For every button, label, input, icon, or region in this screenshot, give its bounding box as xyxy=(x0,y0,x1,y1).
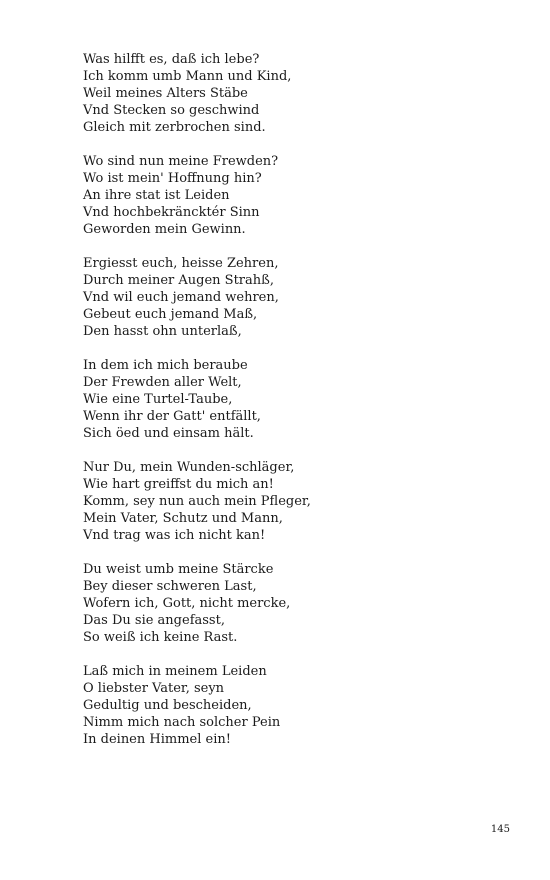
poem-line: Ergiesst euch, heisse Zehren, xyxy=(83,256,279,271)
poem-line: Weil meines Alters Stäbe xyxy=(83,86,248,101)
stanza-3 xyxy=(83,255,523,340)
poem-line: An ihre stat ist Leiden xyxy=(83,188,230,203)
poem-line: Wenn ihr der Gatt' entfällt, xyxy=(83,409,261,424)
page-number: 145 xyxy=(490,824,510,835)
poem-line: Der Frewden aller Welt, xyxy=(83,375,242,390)
poem-line: Vnd wil euch jemand wehren, xyxy=(83,290,279,305)
stanza-4 xyxy=(83,357,523,442)
poem-line: Das Du sie angefasst, xyxy=(83,613,225,628)
poem-line: Nimm mich nach solcher Pein xyxy=(83,715,281,730)
poem-line: Vnd Stecken so geschwind xyxy=(83,103,260,118)
poem-line: Ich komm umb Mann und Kind, xyxy=(83,69,292,84)
poem-line: O liebster Vater, seyn xyxy=(83,681,225,696)
poem-line: Bey dieser schweren Last, xyxy=(83,579,257,594)
poem-line: In dem ich mich beraube xyxy=(83,358,248,373)
stanza-5 xyxy=(83,459,523,544)
poem-line: In deinen Himmel ein! xyxy=(83,732,231,747)
poem-line: Vnd trag was ich nicht kan! xyxy=(83,528,266,543)
stanza-7 xyxy=(83,663,523,748)
poem-line: Du weist umb meine Stärcke xyxy=(83,562,274,577)
poem-line: Vnd hochbekräncktér Sinn xyxy=(83,205,260,220)
poem-line: Laß mich in meinem Leiden xyxy=(83,664,267,679)
poem-line: Komm, sey nun auch mein Pfleger, xyxy=(83,494,311,509)
poem-line: Was hilfft es, daß ich lebe? xyxy=(83,52,260,67)
stanza-6 xyxy=(83,561,523,646)
poem-line: Geworden mein Gewinn. xyxy=(83,222,246,237)
poem-line: Sich öed und einsam hält. xyxy=(83,426,254,441)
stanza-2 xyxy=(83,153,523,238)
poem-line: Den hasst ohn unterlaß, xyxy=(83,324,242,339)
poem-line: Wo ist mein' Hoffnung hin? xyxy=(83,171,262,186)
poem-line: Gebeut euch jemand Maß, xyxy=(83,307,258,322)
poem-line: Wie hart greiffst du mich an! xyxy=(83,477,274,492)
poem xyxy=(83,51,523,765)
poem-line: So weiß ich keine Rast. xyxy=(83,630,238,645)
poem-line: Wofern ich, Gott, nicht mercke, xyxy=(83,596,291,611)
poem-line: Mein Vater, Schutz und Mann, xyxy=(83,511,283,526)
poem-line: Wo sind nun meine Frewden? xyxy=(83,154,279,169)
poem-line: Durch meiner Augen Strahß, xyxy=(83,273,274,288)
poem-line: Gleich mit zerbrochen sind. xyxy=(83,120,266,135)
poem-line: Gedultig und bescheiden, xyxy=(83,698,252,713)
stanza-1 xyxy=(83,51,523,136)
poem-line: Wie eine Turtel-Taube, xyxy=(83,392,233,407)
poem-line: Nur Du, mein Wunden-schläger, xyxy=(83,460,295,475)
